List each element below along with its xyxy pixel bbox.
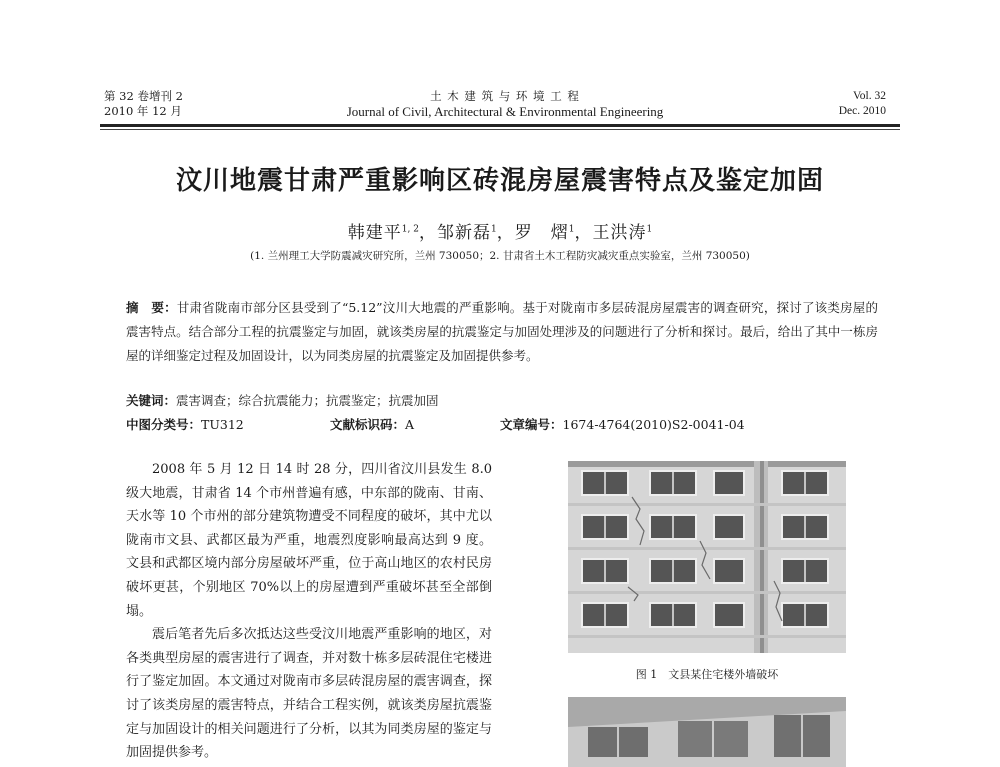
volume-en: Vol. 32 xyxy=(852,90,886,102)
doc-label: 文献标识码： xyxy=(330,417,406,432)
clc-value: TU312 xyxy=(201,417,244,432)
volume-issue: 第 32 卷增刊 2 xyxy=(104,89,183,103)
article-number xyxy=(500,415,745,433)
abstract xyxy=(126,296,878,368)
date-en: Dec. 2010 xyxy=(838,105,886,117)
keywords-label: 关键词： xyxy=(126,393,177,408)
header-rule-thin xyxy=(100,129,900,130)
issue-date: 2010 年 12 月 xyxy=(104,104,182,118)
author-name: 韩建平 xyxy=(347,223,402,243)
journal-name xyxy=(290,89,720,119)
author-affil-mark: 1, 2 xyxy=(401,224,419,235)
clc-label: 中图分类号： xyxy=(126,417,202,432)
header-rule-thick xyxy=(100,124,900,127)
abstract-text: 甘肃省陇南市部分区县受到了“5.12”汶川大地震的严重影响。基于对陇南市多层砖混房屋震害的调查研究，探讨了该类房屋的震害特点。结合部分工程的抗震鉴定与加固，就该类房屋的抗震鉴定与加固处理涉及的问题进行了分析和探讨。最后，给出了其中一栋房屋的详细鉴定过程及加固设计，以为同类房屋的抗震鉴定及加固提供参考。 xyxy=(126,300,878,363)
keywords-text: 震害调查；综合抗震能力；抗震鉴定；抗震加固 xyxy=(176,393,439,408)
figure-1-photo xyxy=(568,461,846,653)
building-facade-image xyxy=(568,461,846,653)
document-code xyxy=(330,415,414,433)
building-damage-image xyxy=(568,697,846,767)
body-paragraph: 震后笔者先后多次抵达这些受汶川地震严重影响的地区，对各类典型房屋的震害进行了调查，并对数十栋多层砖混住宅楼进行了鉴定加固。本文通过对陇南市多层砖混房屋的震害调查，探讨了该类房屋的震害特点，并结合工程实例，就该类房屋抗震鉴定与加固设计的相关问题进行了分析，以其为同类房屋的鉴定与加固提供参考。 xyxy=(126,627,492,761)
paper-title: 汶川地震甘肃严重影响区砖混房屋震害特点及鉴定加固 xyxy=(175,166,824,196)
author-affil-mark: 1 xyxy=(568,224,575,235)
author-affil-mark: 1 xyxy=(646,224,653,235)
author-name: 邹新磊 xyxy=(436,223,491,243)
author-name: 王洪涛 xyxy=(592,223,647,243)
clc-number xyxy=(126,415,244,433)
body-paragraph: 2008 年 5 月 12 日 14 时 28 分，四川省汶川县发生 8.0 级大地震，甘肃省 14 个市州普遍有感，中东部的陇南、甘南、天水等 10 个市州的部分建筑物遭受不同程度的破坏，其中尤以陇南市文县、武都区最为严重，地震烈度影响最高达到 9 度。文县和武都区境内部分房屋破坏严重，位于高山地区的农村民房破坏更甚，个别地区 70%以上的房屋遭到严重破坏甚至全部倒塌。 xyxy=(126,462,492,619)
abstract-label: 摘 要： xyxy=(126,300,177,315)
figure-1-caption: 图 1 文县某住宅楼外墙破坏 xyxy=(635,668,779,681)
journal-name-en: Journal of Civil, Architectural & Environmental Engineering xyxy=(346,104,664,119)
author-list: 韩建平$^{1, 2}$，邹新磊$^1$，罗 熠$^1$，王洪涛$^1$ xyxy=(347,223,653,243)
journal-volume-en xyxy=(839,89,886,119)
article-value: 1674-4764(2010)S2-0041-04 xyxy=(562,417,745,432)
journal-volume-info xyxy=(104,89,183,119)
body-text xyxy=(126,458,492,765)
journal-name-cn: 土 木 建 筑 与 环 境 工 程 xyxy=(430,89,580,103)
figure-2-photo xyxy=(568,697,846,767)
affiliations: (1. 兰州理工大学防震减灾研究所，兰州 730050；2. 甘肃省土木工程防灾减灾重点实验室，兰州 730050) xyxy=(250,250,750,262)
doc-value: A xyxy=(405,417,415,432)
article-label: 文章编号： xyxy=(500,417,563,432)
author-affil-mark: 1 xyxy=(490,224,497,235)
keywords xyxy=(126,391,439,409)
author-name: 罗 熠 xyxy=(514,223,569,243)
